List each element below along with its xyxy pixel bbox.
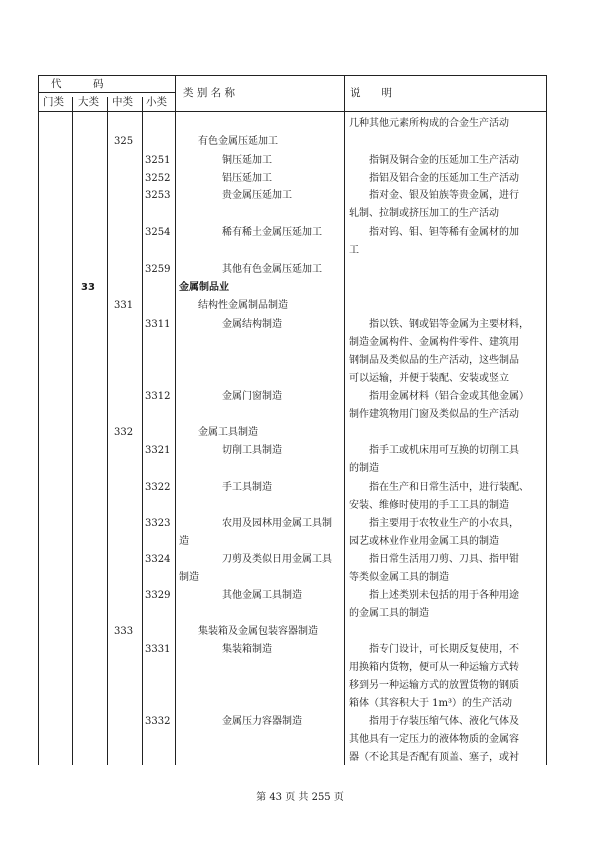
zhonglei-code: 332 <box>114 427 134 438</box>
description-line: 指铝及铝合金的压延加工生产活动 <box>369 173 519 184</box>
description-line: 制造金属构件、金属构件零件、建筑用 <box>349 337 519 348</box>
header-bottom-rule <box>38 111 547 112</box>
description-line: 指手工或机床用可互换的切削工具 <box>369 445 519 456</box>
description-line: 指专门设计，可长期反复使用，不 <box>369 644 519 655</box>
header-code: 代 码 <box>51 78 104 90</box>
xiaolei-code: 3312 <box>145 391 171 402</box>
header-description: 说 明 <box>350 87 392 99</box>
zhonglei-code: 325 <box>114 136 134 147</box>
category-name: 金属结构制造 <box>222 319 282 330</box>
table-border-left <box>38 75 39 765</box>
category-name: 其他金属工具制造 <box>222 590 302 601</box>
category-name: 铝压延加工 <box>222 173 272 184</box>
column-divider <box>142 97 143 765</box>
description-line: 指对钨、钼、钽等稀有金属材的加 <box>369 227 519 238</box>
header-zhonglei: 中类 <box>112 96 133 108</box>
description-line: 指铜及铜合金的压延加工生产活动 <box>369 155 519 166</box>
xiaolei-code: 3254 <box>145 227 171 238</box>
description-line: 指上述类别未包括的用于各种用途 <box>369 590 519 601</box>
xiaolei-code: 3311 <box>145 319 171 330</box>
page-number-footer: 第 43 页 共 255 页 <box>256 792 344 803</box>
category-name: 结构性金属制品制造 <box>198 300 288 311</box>
header-dalei: 大类 <box>78 96 99 108</box>
category-name: 农用及园林用金属工具制 <box>222 518 332 529</box>
category-name: 铜压延加工 <box>222 155 272 166</box>
description-line: 的制造 <box>349 463 379 474</box>
description-line: 等类似金属工具的制造 <box>349 572 449 583</box>
description-line: 箱体（其容积大于 1m³）的生产活动 <box>349 698 513 709</box>
category-name: 集装箱制造 <box>222 644 272 655</box>
category-name: 稀有稀土金属压延加工 <box>222 227 322 238</box>
xiaolei-code: 3323 <box>145 518 171 529</box>
xiaolei-code: 3251 <box>145 155 171 166</box>
category-name: 造 <box>179 536 189 547</box>
description-line: 几种其他元素所构成的合金生产活动 <box>349 118 509 129</box>
zhonglei-code: 333 <box>114 626 134 637</box>
description-line: 用换箱内货物，便可从一种运输方式转 <box>349 662 519 673</box>
dalei-code: 33 <box>81 282 95 293</box>
table-border-top <box>38 75 547 76</box>
category-name: 手工具制造 <box>222 482 272 493</box>
xiaolei-code: 3324 <box>145 554 171 565</box>
description-line: 指对金、银及铂族等贵金属，进行 <box>369 190 519 201</box>
xiaolei-code: 3322 <box>145 482 171 493</box>
description-line: 钢制品及类似品的生产活动，这些制品 <box>349 355 519 366</box>
description-line: 制作建筑物用门窗及类似品的生产活动 <box>349 409 519 420</box>
column-divider <box>72 97 73 765</box>
description-line: 指用于存装压缩气体、液化气体及 <box>369 716 519 727</box>
category-name: 集装箱及金属包装容器制造 <box>198 626 318 637</box>
description-line: 指日常生活用刀剪、刀具、指甲钳 <box>369 554 519 565</box>
category-name: 金属门窗制造 <box>222 391 282 402</box>
classification-table <box>38 75 547 765</box>
category-name: 贵金属压延加工 <box>222 190 292 201</box>
category-name: 金属制品业 <box>179 282 229 293</box>
header-divider <box>38 92 176 93</box>
column-divider <box>107 97 108 765</box>
description-line: 指在生产和日常生活中，进行装配、 <box>369 482 529 493</box>
header-xiaolei: 小类 <box>146 96 167 108</box>
header-menlei: 门类 <box>43 96 64 108</box>
xiaolei-code: 3253 <box>145 190 171 201</box>
description-line: 指以铁、钢或铝等金属为主要材料， <box>369 319 529 330</box>
category-name: 其他有色金属压延加工 <box>222 264 322 275</box>
description-line: 工 <box>349 245 359 256</box>
description-line: 安装、维修时使用的手工工具的制造 <box>349 500 509 511</box>
description-line: 园艺或林业作业用金属工具的制造 <box>349 536 499 547</box>
description-line: 其他具有一定压力的液体物质的金属容 <box>349 734 519 745</box>
column-divider <box>175 75 176 765</box>
description-line: 的金属工具的制造 <box>349 608 429 619</box>
table-border-right <box>546 75 547 765</box>
xiaolei-code: 3252 <box>145 173 171 184</box>
description-line: 指用金属材料（铝合金或其他金属） <box>369 391 529 402</box>
xiaolei-code: 3331 <box>145 644 171 655</box>
category-name: 切削工具制造 <box>222 445 282 456</box>
xiaolei-code: 3321 <box>145 445 171 456</box>
description-line: 轧制、拉制或挤压加工的生产活动 <box>349 208 499 219</box>
header-category-name: 类 别 名 称 <box>183 87 236 99</box>
xiaolei-code: 3329 <box>145 590 171 601</box>
category-name: 刀剪及类似日用金属工具 <box>222 554 332 565</box>
category-name: 制造 <box>179 572 199 583</box>
description-line: 器（不论其是否配有顶盖、塞子，或衬 <box>349 752 519 763</box>
description-line: 移到另一种运输方式的放置货物的钢质 <box>349 680 519 691</box>
category-name: 有色金属压延加工 <box>198 136 278 147</box>
description-line: 可以运输，并便于装配、安装或竖立 <box>349 373 509 384</box>
xiaolei-code: 3259 <box>145 264 171 275</box>
category-name: 金属压力容器制造 <box>222 716 302 727</box>
xiaolei-code: 3332 <box>145 716 171 727</box>
zhonglei-code: 331 <box>114 300 134 311</box>
category-name: 金属工具制造 <box>198 427 258 438</box>
column-divider <box>344 75 345 765</box>
description-line: 指主要用于农牧业生产的小农具， <box>369 518 519 529</box>
